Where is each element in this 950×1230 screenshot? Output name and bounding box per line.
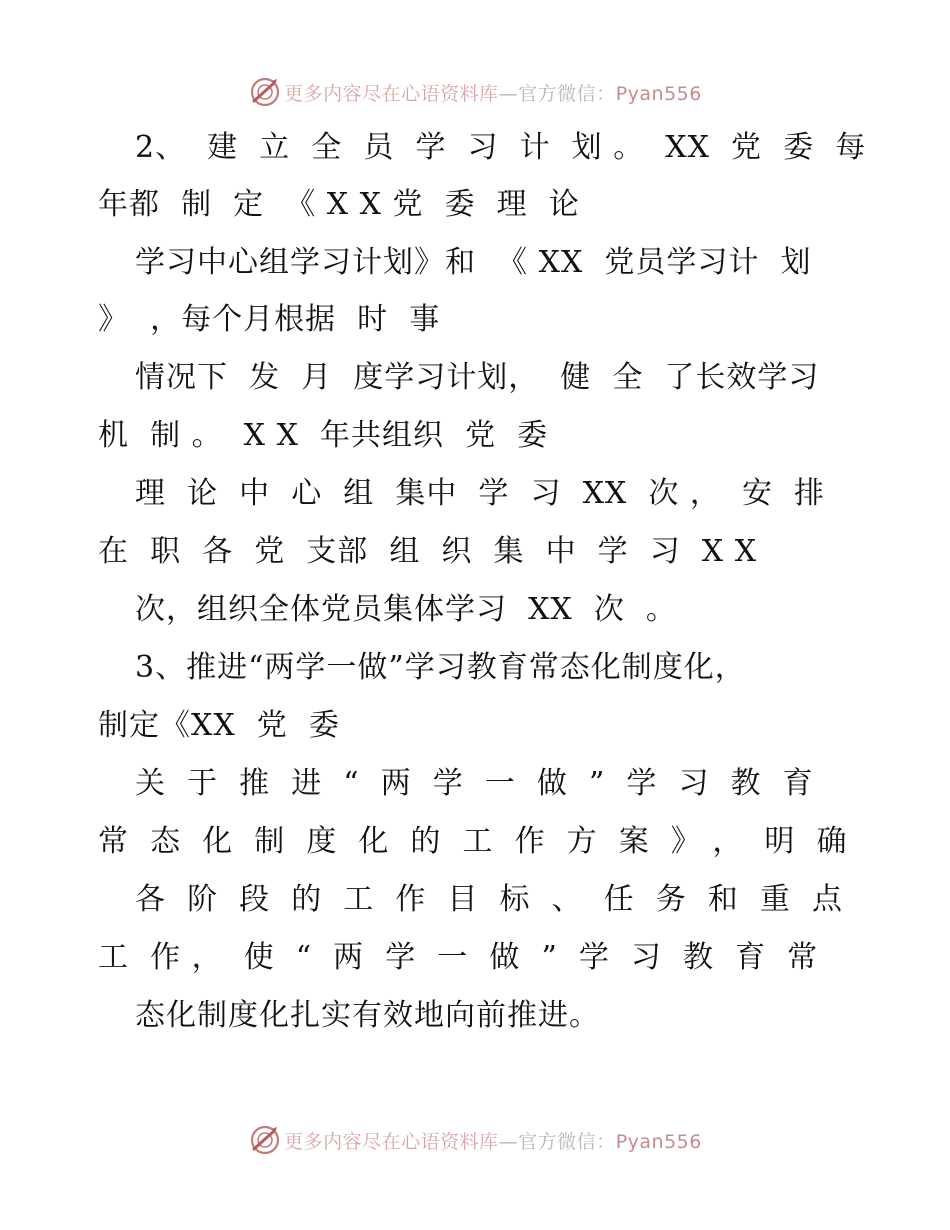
text-line-7: 理 论 中 心 组 集中 学 习 XX 次 ， 安 排 [135, 476, 826, 511]
header-banner-title: 更多内容尽在心语资料库 [284, 82, 499, 105]
text-line-14: 各 阶 段 的 工 作 目 标 、 任 务 和 重 点 [135, 882, 843, 917]
header-banner-label: —官方微信： [498, 82, 616, 105]
text-line-8: 在 职 各 党 支部 组 织 集 中 学 习 X X [98, 534, 758, 569]
text-line-4: 》 ，每个月根据 时 事 [98, 302, 441, 337]
footer-banner [0, 1120, 950, 1160]
text-line-15: 工 作 ， 使 “ 两 学 一 做 ” 学 习 教 育 常 [98, 940, 819, 975]
text-line-13: 常 态 化 制 度 化 的 工 作 方 案 》 ， 明 确 [98, 824, 848, 859]
footer-banner-title: 更多内容尽在心语资料库 [284, 1130, 499, 1153]
brand-logo-icon [248, 1123, 282, 1157]
text-line-11: 制定《XX 党 委 [98, 708, 340, 743]
text-line-12: 关 于 推 进 “ 两 学 一 做 ” 学 习 教 育 [135, 766, 814, 801]
text-line-6: 机 制 。 X X 年共组织 党 委 [98, 418, 549, 453]
footer-banner-label: —官方微信： [498, 1130, 616, 1153]
text-line-10: 3、推进“两学一做”学习教育常态化制度化， [135, 650, 746, 685]
text-line-2: 年都 制 定 《 X X 党 委 理 论 [98, 187, 580, 222]
text-line-9: 次，组织全体党员集体学习 XX 次 。 [135, 592, 677, 627]
footer-banner-text [284, 1127, 702, 1154]
text-line-16: 态化制度化扎实有效地向前推进。 [135, 998, 600, 1033]
header-banner-wechat-id: Pyan556 [615, 82, 702, 105]
text-line-1: 2、 建 立 全 员 学 习 计 划 。 XX 党 委 每 [135, 130, 867, 165]
footer-banner-wechat-id: Pyan556 [615, 1130, 702, 1153]
text-line-3: 学习中心组学习计划》和 《 XX 党员学习计 划 [135, 245, 812, 280]
text-line-5: 情况下 发 月 度学习计划， 健 全 了长效学习 [135, 360, 820, 395]
